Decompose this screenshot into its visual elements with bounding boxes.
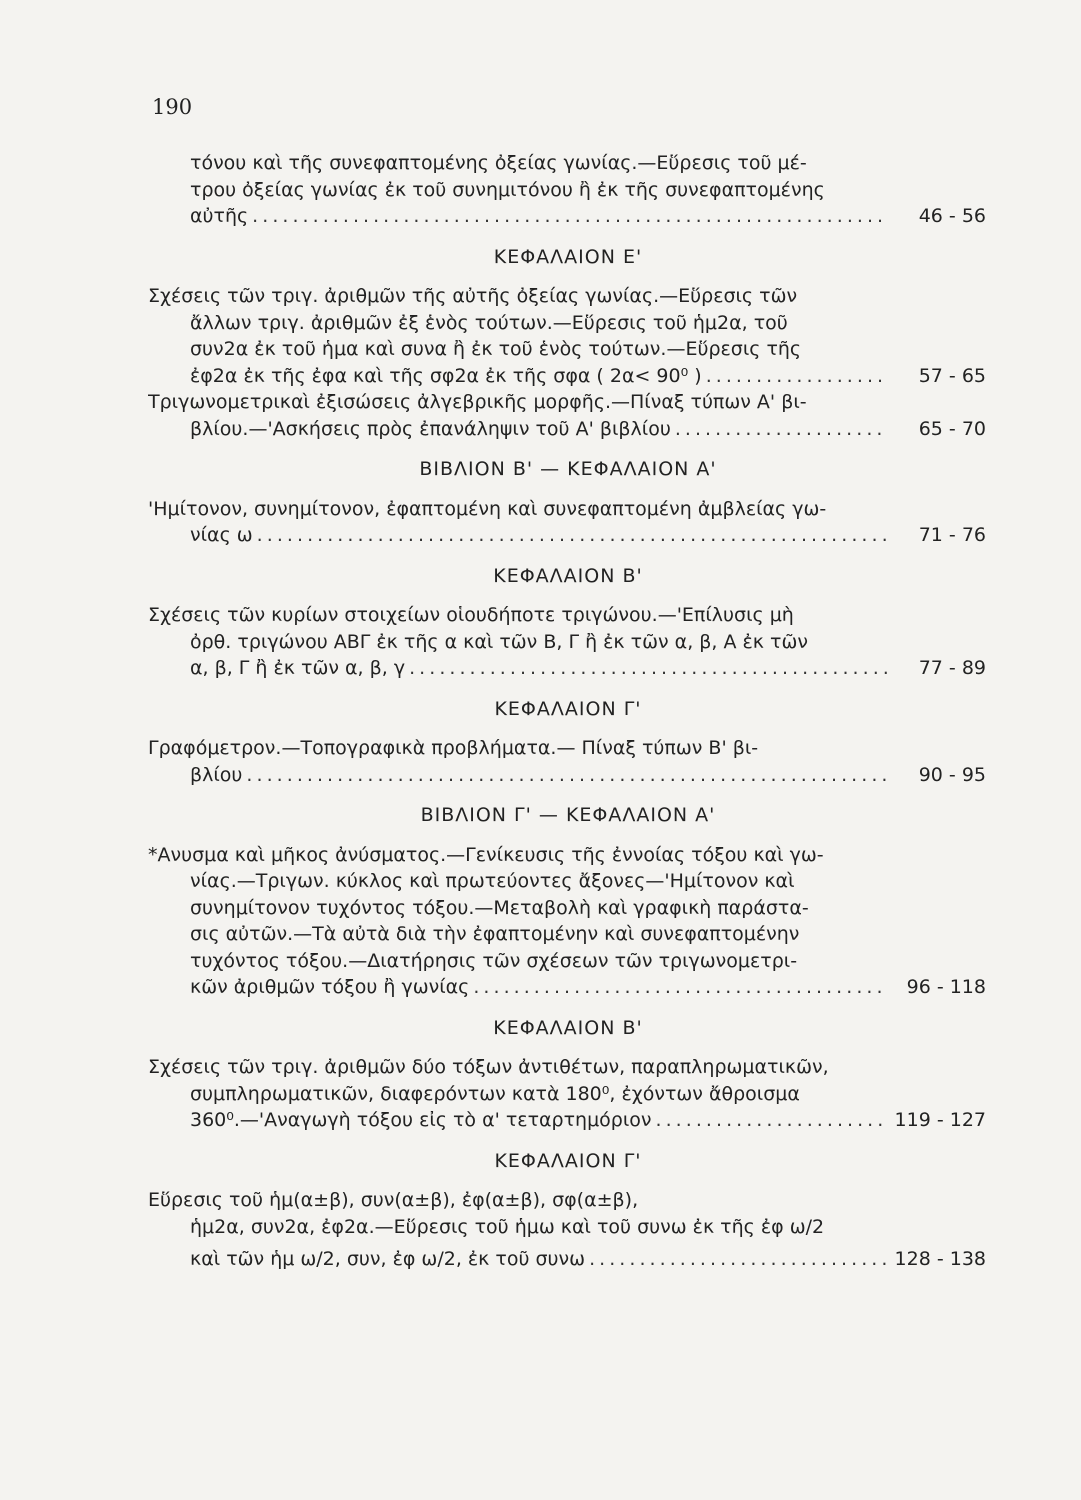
dot-leader — [257, 522, 888, 549]
dot-leader — [473, 974, 888, 1001]
toc-entry-line: Σχέσεις τῶν τριγ. ἀριθμῶν τῆς αὐτῆς ὀξείας γωνίας.—Εὕρεσις τῶν — [148, 285, 798, 307]
toc-entry-last-line — [148, 416, 988, 443]
toc-entry-line: *Ανυσμα καὶ μῆκος ἀνύσματος.—Γενίκευσις τῆς ἐννοίας τόξου καὶ γω- — [148, 843, 824, 866]
page-range: 128 - 138 — [894, 1248, 986, 1270]
page-range: 57 - 65 — [918, 364, 986, 387]
chapter-heading: ΚΕΦΑΛΑΙΟΝ Β' — [493, 1016, 643, 1039]
toc-entry-line: 360⁰.—'Αναγωγὴ τόξου εἰς τὸ α' τεταρτημόριον — [190, 1109, 652, 1131]
page-range: 65 - 70 — [918, 417, 986, 440]
dot-leader — [656, 1107, 888, 1134]
dot-leader — [409, 655, 888, 682]
toc-entry-line: νίας ω — [190, 524, 253, 546]
book-chapter-heading: ΒΙΒΛΙΟΝ Γ' — ΚΕΦΑΛΑΙΟΝ Α' — [420, 804, 716, 826]
toc-entry — [148, 283, 988, 389]
toc-entry-last-line — [148, 522, 988, 549]
page-range: 90 - 95 — [918, 763, 986, 786]
toc-entry — [148, 1054, 988, 1134]
toc-entry-last-line — [148, 655, 988, 682]
toc-entry — [148, 842, 988, 1001]
toc-entry-last-line — [148, 1246, 988, 1273]
dot-leader — [706, 363, 888, 390]
toc-entry — [148, 496, 988, 549]
chapter-heading: ΚΕΦΑΛΑΙΟΝ Γ' — [494, 1149, 642, 1172]
toc-entry-line: σις αὐτῶν.—Τὰ αὐτὰ διὰ τὴν ἐφαπτομένην καὶ συνεφαπτομένην — [190, 923, 800, 945]
toc-entry — [148, 1187, 988, 1273]
toc-entry-line: Γραφόμετρον.—Τοπογραφικὰ προβλήματα.— Πίναξ τύπων Β' βι- — [148, 737, 759, 759]
toc-entry-line: τυχόντος τόξου.—Διατήρησις τῶν σχέσεων τῶν τριγωνομετρι- — [190, 949, 798, 972]
toc-entry-line: βλίου — [190, 763, 243, 786]
toc-entry-line: συνημίτονον τυχόντος τόξου.—Μεταβολὴ καὶ γραφικὴ παράστα- — [190, 896, 809, 919]
chapter-heading: ΚΕΦΑΛΑΙΟΝ Γ' — [494, 697, 642, 720]
book-chapter-heading: ΒΙΒΛΙΟΝ Β' — ΚΕΦΑΛΑΙΟΝ Α' — [419, 458, 717, 480]
page-range: 46 - 56 — [918, 205, 986, 227]
page-range: 119 - 127 — [894, 1109, 986, 1131]
page-range: 71 - 76 — [918, 524, 986, 546]
dot-leader — [675, 416, 888, 443]
dot-leader — [589, 1246, 888, 1273]
toc-entry-line: ἡμ2α, συν2α, ἐφ2α.—Εὕρεσις τοῦ ἡμω καὶ τοῦ συνω ἐκ τῆς ἐφ ω/2 — [190, 1215, 825, 1238]
toc-entry-last-line — [148, 363, 988, 390]
toc-entry-line: ὀρθ. τριγώνου ΑΒΓ ἐκ τῆς α καὶ τῶν Β, Γ ἢ ἐκ τῶν α, β, Α ἐκ τῶν — [190, 630, 808, 653]
toc-entry-line: ἐφ2α ἐκ τῆς ἐφα καὶ τῆς σφ2α ἐκ τῆς σφα ( 2α< 90⁰ ) — [190, 364, 702, 387]
toc-entry-line: τρου ὀξείας γωνίας ἐκ τοῦ συνημιτόνου ἢ ἐκ τῆς συνεφαπτομένης — [190, 178, 825, 201]
toc-entry-line: αὐτῆς — [190, 205, 249, 227]
toc-entry-line: Σχέσεις τῶν κυρίων στοιχείων οἱουδήποτε τριγώνου.—'Επίλυσις μὴ — [148, 604, 794, 626]
dot-leader — [252, 203, 888, 230]
toc-entry-line: καὶ τῶν ἡμ ω/2, συν, ἐφ ω/2, ἐκ τοῦ συνω — [190, 1248, 586, 1270]
page-number: 190 — [152, 95, 193, 119]
toc-entry — [148, 389, 988, 442]
toc-entry-line: ἄλλων τριγ. ἀριθμῶν ἐξ ἑνὸς τούτων.—Εὕρεσις τοῦ ἡμ2α, τοῦ — [190, 311, 788, 334]
page-range: 96 - 118 — [906, 976, 986, 998]
toc-entry-line: 'Ημίτονον, συνημίτονον, ἐφαπτομένη καὶ συνεφαπτομένη ἀμβλείας γω- — [148, 497, 827, 520]
toc-entry — [148, 602, 988, 682]
toc-entry — [148, 735, 988, 788]
toc-entry-line: νίας.—Τριγων. κύκλος καὶ πρωτεύοντες ἄξονες—'Ημίτονον καὶ — [190, 870, 795, 892]
toc-entry-last-line — [148, 762, 988, 789]
toc-entry-last-line — [148, 974, 988, 1001]
chapter-heading: ΚΕΦΑΛΑΙΟΝ Β' — [493, 564, 643, 587]
chapter-heading: ΚΕΦΑΛΑΙΟΝ Ε' — [493, 245, 643, 268]
toc-entry-line: α, β, Γ ἢ ἐκ τῶν α, β, γ — [190, 657, 406, 679]
toc-entry-line: τόνου καὶ τῆς συνεφαπτομένης ὀξείας γωνίας.—Εὕρεσις τοῦ μέ- — [190, 152, 807, 174]
toc-entry-line: Τριγωνομετρικαὶ ἐξισώσεις ἀλγεβρικῆς μορφῆς.—Πίναξ τύπων Α' βι- — [148, 391, 807, 413]
table-of-contents — [148, 150, 988, 1273]
page-range: 77 - 89 — [918, 657, 986, 679]
toc-entry — [148, 150, 988, 230]
toc-entry-line: συμπληρωματικῶν, διαφερόντων κατὰ 180⁰, ἐχόντων ἄθροισμα — [190, 1082, 800, 1105]
dot-leader — [246, 762, 888, 789]
toc-entry-last-line — [148, 1107, 988, 1134]
toc-entry-line: βλίου.—'Ασκήσεις πρὸς ἐπανάληψιν τοῦ Α' βιβλίου — [190, 417, 671, 440]
toc-entry-line: συν2α ἐκ τοῦ ἡμα καὶ συνα ἢ ἐκ τοῦ ἑνὸς τούτων.—Εὕρεσις τῆς — [190, 338, 802, 360]
toc-entry-line: Σχέσεις τῶν τριγ. ἀριθμῶν δύο τόξων ἀντιθέτων, παραπληρωματικῶν, — [148, 1056, 829, 1078]
toc-entry-line: κῶν ἀριθμῶν τόξου ἢ γωνίας — [190, 976, 470, 998]
toc-entry-last-line — [148, 203, 988, 230]
toc-entry-line: Εὕρεσις τοῦ ἡμ(α±β), συν(α±β), ἐφ(α±β), σφ(α±β), — [148, 1189, 639, 1211]
